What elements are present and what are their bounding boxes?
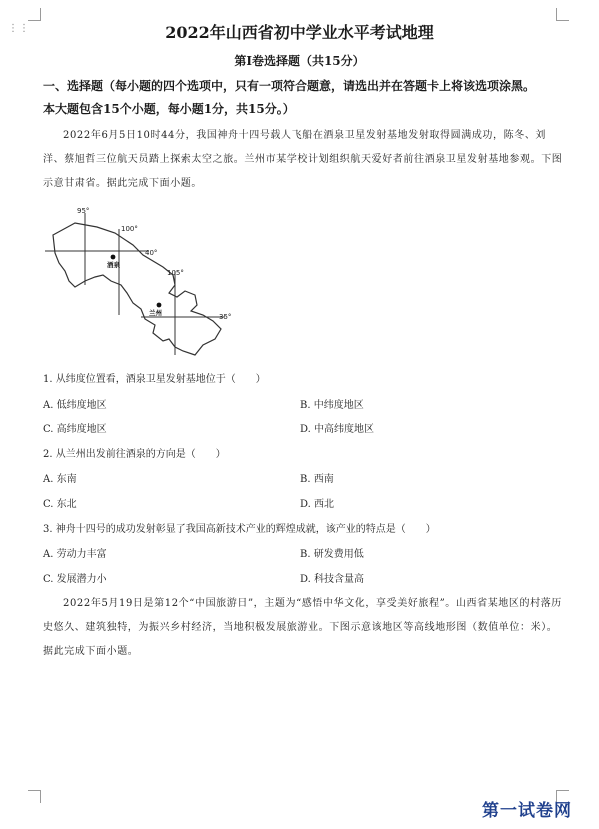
question-2-option-a[interactable]: A. 东南 [43,474,77,485]
label-100: 100° [121,225,138,233]
instructions-line-1: 一、选择题（每小题的四个选项中，只有一项符合题意，请选出并在答题卡上将该选项涂黑。 [43,79,536,93]
question-2-option-c[interactable]: C. 东北 [43,499,77,510]
label-105: 105° [167,269,184,277]
intro-paragraph-2: 2022年5月19日是第12个“中国旅游日”，主题为“感悟中华文化，享受美好旅程”。山西省某地区的村落历史悠久、建筑独特，为振兴乡村经济，当地积极发展旅游业。下图示意该地区等高线地形图（数值单位：米）。据此完成下面小题。 [43,598,562,657]
watermark-logo: 第一试卷网 [482,801,572,821]
gansu-outline [53,223,221,355]
label-lanzhou: 兰州 [149,309,162,317]
question-3-option-d[interactable]: D. 科技含量高 [300,574,365,585]
page-title: 2022年山西省初中学业水平考试地理 [165,23,434,42]
gansu-map-figure [45,205,245,365]
question-3-option-b[interactable]: B. 研发费用低 [300,549,364,560]
question-1-option-b[interactable]: B. 中纬度地区 [300,400,364,411]
label-95: 95° [77,207,90,215]
question-1-option-d[interactable]: D. 中高纬度地区 [300,424,375,435]
question-3-stem: 3. 神舟十四号的成功发射彰显了我国高新技术产业的辉煌成就，该产业的特点是（ ） [43,524,436,535]
question-1-option-a[interactable]: A. 低纬度地区 [43,400,107,411]
intro-paragraph-1: 2022年6月5日10时44分，我国神舟十四号载人飞船在酒泉卫星发射基地发射取得圆满成功，陈冬、刘洋、蔡旭哲三位航天员踏上探索太空之旅。兰州市某学校计划组织航天爱好者前往酒泉卫星发射基地参观。下图示意甘肃省。据此完成下面小题。 [43,130,563,189]
question-2-stem: 2. 从兰州出发前往酒泉的方向是（ ） [43,449,226,460]
question-2-option-d[interactable]: D. 西北 [300,499,335,510]
question-1-stem: 1. 从纬度位置看，酒泉卫星发射基地位于（ ） [43,374,266,385]
crop-mark-bottom-left [28,790,41,803]
instructions-line-2: 本大题包含15个小题，每小题1分，共15分。） [43,102,295,116]
lanzhou-marker [157,303,162,308]
section-heading: 第Ⅰ卷选择题（共15分） [234,54,365,68]
label-jiuquan: 酒泉 [107,261,120,269]
question-3-option-a[interactable]: A. 劳动力丰富 [43,549,107,560]
label-35: 35° [219,313,232,321]
drag-handle-icon[interactable]: ⋮⋮ [8,23,30,34]
jiuquan-marker [111,255,116,260]
label-40: 40° [145,249,158,257]
question-2-option-b[interactable]: B. 西南 [300,474,334,485]
question-3-option-c[interactable]: C. 发展潜力小 [43,574,107,585]
question-1-option-c[interactable]: C. 高纬度地区 [43,424,107,435]
